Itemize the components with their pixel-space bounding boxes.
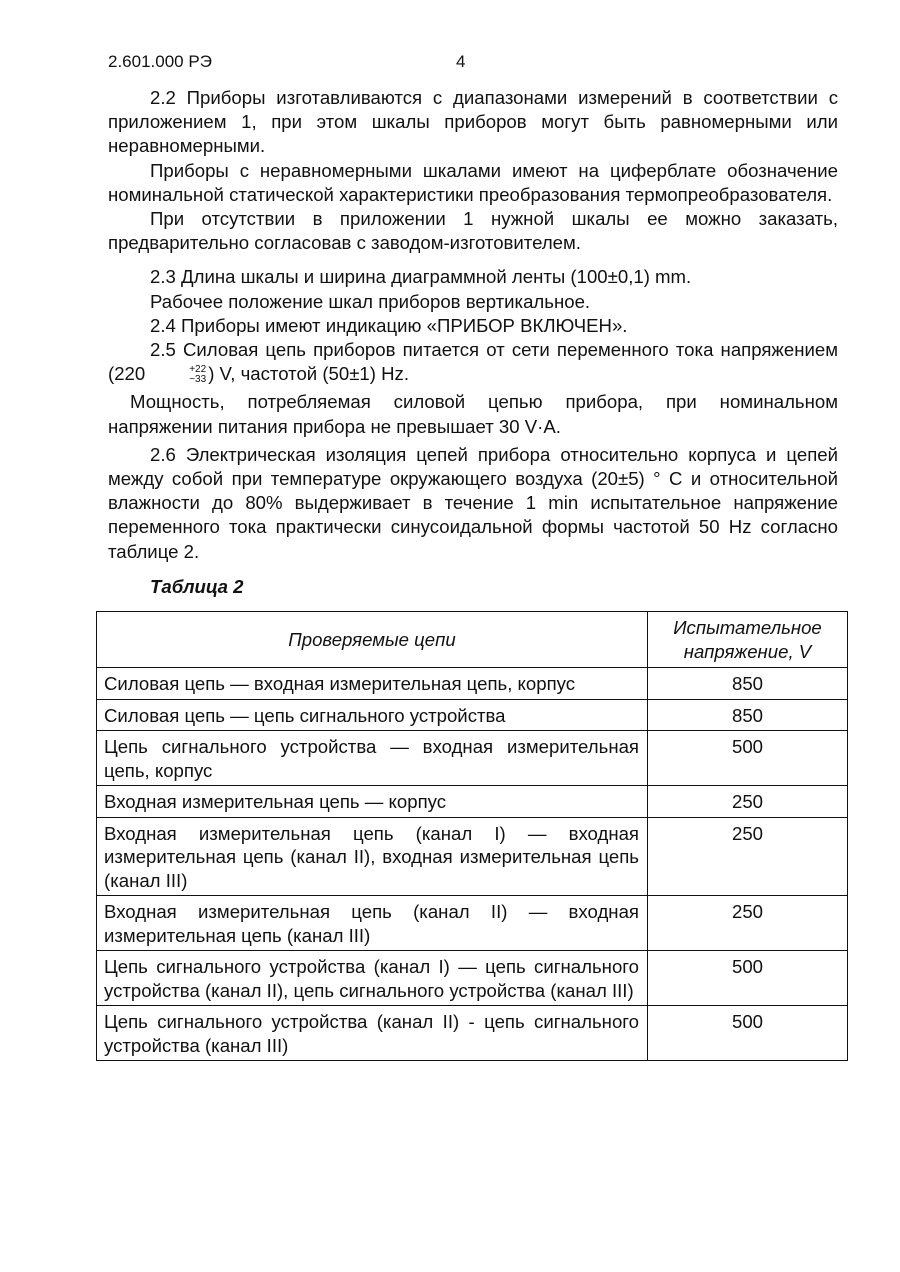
paragraph-2-6: 2.6 Электрическая изоляция цепей прибора относительно корпуса и цепей между собой при температуре окружающего воздуха (20±5) ° C и относительной влажности до 80% выдерживает в течение 1 min испытательное напряжение переменного тока практически синусоидальной формы частотой 50 Hz согласно таблице 2.: [108, 443, 838, 562]
paragraph-2-5-end: ) V, частотой (50±1) Hz.: [208, 363, 410, 385]
voltage-cell: 850: [648, 699, 848, 731]
voltage-cell: 500: [648, 1006, 848, 1061]
table-row: [97, 951, 848, 1006]
circuit-cell: Входная измерительная цепь (канал II) — входная измерительная цепь (канал III): [97, 896, 648, 951]
paragraph-nonuniform-scales: Приборы с неравномерными шкалами имеют на циферблате обозначение номинальной статической характеристики преобразования термопреобразователя.: [108, 159, 838, 205]
voltage-cell: 250: [648, 786, 848, 818]
voltage-cell: 250: [648, 817, 848, 896]
page-number: 4: [456, 52, 466, 71]
tolerance-lower: −33: [189, 374, 207, 386]
paragraph-2-4: 2.4 Приборы имеют индикацию «ПРИБОР ВКЛЮЧЕН».: [150, 314, 628, 336]
circuit-cell: Входная измерительная цепь — корпус: [97, 786, 648, 818]
paragraph-2-5: [108, 338, 838, 386]
paragraph-power: Мощность, потребляемая силовой цепью прибора, при номинальном напряжении питания прибора не превышает 30 V·A.: [108, 391, 838, 437]
table-row: [97, 668, 848, 700]
table-row: [97, 731, 848, 786]
document-code: 2.601.000 РЭ: [108, 52, 212, 71]
voltage-cell: 250: [648, 896, 848, 951]
voltage-cell: 850: [648, 668, 848, 700]
paragraph-order-scale: При отсутствии в приложении 1 нужной шкалы ее можно заказать, предварительно согласовав с заводом-изготовителем.: [108, 208, 838, 254]
circuit-cell: Входная измерительная цепь (канал I) — входная измерительная цепь (канал II), входная измерительная цепь (канал III): [97, 817, 648, 896]
page-header: [108, 52, 845, 74]
table-header-row: [97, 612, 848, 668]
table-row: [97, 786, 848, 818]
circuit-cell: Цепь сигнального устройства (канал I) — цепь сигнального устройства (канал II), цепь сигнального устройства (канал III): [97, 951, 648, 1006]
document-body: [108, 86, 838, 564]
header-circuits: Проверяемые цепи: [97, 612, 648, 668]
table-row: [97, 1006, 848, 1061]
paragraph-working-position: Рабочее положение шкал приборов вертикальное.: [150, 290, 591, 312]
circuit-cell: Цепь сигнального устройства — входная измерительная цепь, корпус: [97, 731, 648, 786]
table-row: [97, 817, 848, 896]
paragraph-2-5-start: 2.5 Силовая цепь приборов питается от сети переменного тока напряжением (220: [108, 339, 838, 385]
circuit-cell: Силовая цепь — входная измерительная цепь, корпус: [97, 668, 648, 700]
header-voltage: Испытательное напряжение, V: [648, 612, 848, 668]
table-row: [97, 699, 848, 731]
voltage-tolerance: [147, 365, 206, 385]
table-title: Таблица 2: [150, 576, 244, 597]
test-voltage-table: [96, 611, 848, 1061]
voltage-cell: 500: [648, 951, 848, 1006]
circuit-cell: Цепь сигнального устройства (канал II) - цепь сигнального устройства (канал III): [97, 1006, 648, 1061]
paragraph-2-2: 2.2 Приборы изготавливаются с диапазонами измерений в соответствии с приложением 1, при этом шкалы приборов могут быть равномерными или неравномерными.: [108, 87, 838, 157]
tolerance-upper: +22: [189, 364, 207, 376]
table-row: [97, 896, 848, 951]
paragraph-2-3: 2.3 Длина шкалы и ширина диаграммной ленты (100±0,1) mm.: [150, 266, 692, 288]
voltage-cell: 500: [648, 731, 848, 786]
circuit-cell: Силовая цепь — цепь сигнального устройства: [97, 699, 648, 731]
